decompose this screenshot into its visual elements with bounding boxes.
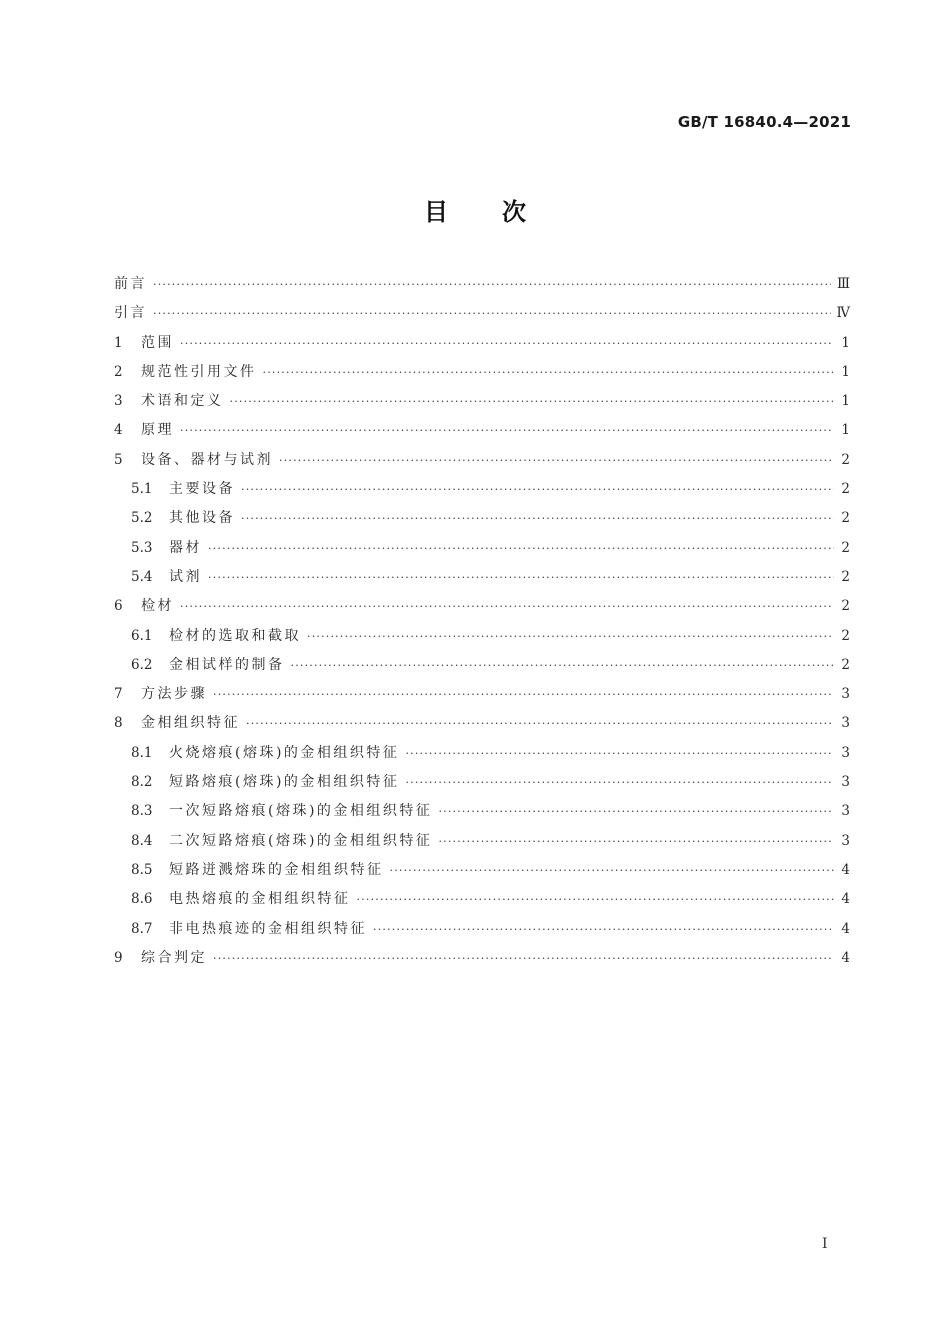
toc-entry[interactable] [114, 387, 850, 416]
toc-entry-page: 3 [841, 715, 850, 732]
toc-entry-page: 2 [841, 539, 850, 556]
toc-entry[interactable] [114, 739, 850, 768]
toc-entry-title: 主要设备 [169, 481, 235, 498]
toc-dot-leader [180, 329, 834, 358]
toc-entry-title: 火烧熔痕(熔珠)的金相组织特征 [169, 744, 400, 761]
toc-dot-leader [213, 944, 834, 973]
page-number: I [822, 1236, 828, 1252]
toc-dot-leader [241, 475, 834, 504]
toc-dot-leader [230, 387, 835, 416]
toc-entry-number: 7 [114, 686, 123, 703]
toc-entry[interactable] [114, 768, 850, 797]
toc-entry[interactable] [114, 592, 850, 621]
toc-entry-number: 6.1 [131, 627, 153, 644]
toc-entry[interactable] [114, 680, 850, 709]
toc-dot-leader [357, 885, 835, 914]
toc-entry-title: 术语和定义 [141, 393, 224, 410]
toc-entry[interactable] [114, 651, 850, 680]
toc-entry-title: 设备、器材与试剂 [141, 451, 273, 468]
toc-entry-title: 金相组织特征 [141, 715, 240, 732]
toc-dot-leader [208, 563, 834, 592]
toc-entry[interactable] [114, 827, 850, 856]
toc-dot-leader [438, 797, 834, 826]
toc-entry-title: 引言 [114, 305, 147, 322]
toc-entry-page: Ⅳ [836, 305, 850, 322]
toc-entry-title: 器材 [169, 539, 202, 556]
toc-entry-number: 8.7 [131, 920, 153, 937]
toc-entry-page: Ⅲ [836, 276, 850, 292]
toc-entry-page: 2 [841, 656, 850, 673]
toc-entry-number: 8.1 [131, 744, 153, 761]
toc-entry[interactable] [114, 416, 850, 445]
toc-entry[interactable] [114, 329, 850, 358]
toc-entry-title: 范围 [141, 334, 174, 351]
toc-dot-leader [405, 768, 834, 797]
standard-code: GB/T 16840.4—2021 [677, 113, 851, 131]
toc-dot-leader [153, 270, 831, 299]
toc-entry-title: 综合判定 [141, 949, 207, 966]
toc-dot-leader [438, 827, 834, 856]
toc-entry-page: 1 [841, 422, 850, 439]
toc-dot-leader [180, 592, 834, 621]
toc-entry-number: 6 [114, 598, 123, 615]
toc-entry-title: 试剂 [169, 568, 202, 585]
toc-entry[interactable] [114, 270, 850, 299]
toc-entry-page: 4 [841, 861, 850, 878]
toc-entry-title: 非电热痕迹的金相组织特征 [169, 920, 367, 937]
toc-entry-page: 2 [841, 451, 850, 468]
toc-entry-number: 8.4 [131, 832, 153, 849]
toc-entry-number: 5.1 [131, 481, 153, 498]
toc-dot-leader [213, 680, 834, 709]
toc-entry-number: 8 [114, 715, 123, 732]
toc-entry[interactable] [114, 534, 850, 563]
toc-entry-number: 2 [114, 363, 123, 380]
toc-entry-page: 2 [841, 598, 850, 615]
toc-entry-number: 1 [114, 334, 123, 351]
toc-dot-leader [241, 504, 834, 533]
toc-entry-page: 3 [841, 803, 850, 820]
toc-entry-title: 规范性引用文件 [141, 363, 257, 380]
toc-entry[interactable] [114, 915, 850, 944]
toc-entry[interactable] [114, 299, 850, 328]
toc-entry-number: 4 [114, 422, 123, 439]
toc-entry-title: 短路熔痕(熔珠)的金相组织特征 [169, 774, 400, 791]
toc-entry[interactable] [114, 885, 850, 914]
toc-entry[interactable] [114, 856, 850, 885]
toc-dot-leader [279, 446, 834, 475]
toc-entry-number: 5.2 [131, 510, 153, 527]
toc-entry-number: 9 [114, 949, 123, 966]
toc-entry-page: 2 [841, 481, 850, 498]
toc-entry-title: 电热熔痕的金相组织特征 [169, 891, 351, 908]
toc-entry[interactable] [114, 622, 850, 651]
toc-entry[interactable] [114, 563, 850, 592]
toc-entry-title: 金相试样的制备 [169, 656, 285, 673]
toc-entry-number: 8.2 [131, 774, 153, 791]
toc-entry-number: 8.3 [131, 803, 153, 820]
toc-entry-page: 1 [841, 363, 850, 380]
toc-entry[interactable] [114, 944, 850, 973]
toc-entry-number: 5 [114, 451, 123, 468]
toc-dot-leader [390, 856, 835, 885]
toc-entry-number: 8.6 [131, 891, 153, 908]
toc-entry-page: 4 [841, 920, 850, 937]
toc-entry-page: 1 [841, 393, 850, 410]
toc-entry-title: 其他设备 [169, 510, 235, 527]
toc-entry-number: 3 [114, 393, 123, 410]
toc-dot-leader [246, 709, 834, 738]
toc-dot-leader [405, 739, 834, 768]
toc-entry-number: 5.3 [131, 539, 153, 556]
toc-entry-page: 2 [841, 568, 850, 585]
toc-entry-page: 1 [841, 334, 850, 351]
toc-entry-number: 5.4 [131, 568, 153, 585]
toc-list [114, 270, 850, 973]
toc-dot-leader [263, 358, 835, 387]
toc-entry-page: 3 [841, 744, 850, 761]
toc-entry-page: 3 [841, 774, 850, 791]
toc-entry-title: 检材 [141, 598, 174, 615]
toc-entry-title: 方法步骤 [141, 686, 207, 703]
toc-entry[interactable] [114, 358, 850, 387]
toc-entry-title: 前言 [114, 276, 147, 292]
toc-entry-title: 一次短路熔痕(熔珠)的金相组织特征 [169, 803, 433, 820]
toc-dot-leader [307, 622, 834, 651]
toc-entry[interactable] [114, 475, 850, 504]
toc-entry-page: 4 [841, 949, 850, 966]
toc-entry-page: 3 [841, 686, 850, 703]
toc-entry[interactable] [114, 797, 850, 826]
toc-entry[interactable] [114, 504, 850, 533]
toc-dot-leader [153, 299, 831, 328]
toc-entry[interactable] [114, 709, 850, 738]
toc-entry[interactable] [114, 446, 850, 475]
toc-dot-leader [291, 651, 835, 680]
toc-entry-page: 3 [841, 832, 850, 849]
toc-entry-page: 2 [841, 510, 850, 527]
toc-entry-page: 4 [841, 891, 850, 908]
toc-entry-page: 2 [841, 627, 850, 644]
toc-entry-number: 6.2 [131, 656, 153, 673]
toc-entry-number: 8.5 [131, 861, 153, 878]
toc-entry-title: 检材的选取和截取 [169, 627, 301, 644]
toc-entry-title: 二次短路熔痕(熔珠)的金相组织特征 [169, 832, 433, 849]
toc-entry-title: 原理 [141, 422, 174, 439]
toc-dot-leader [208, 534, 834, 563]
toc-title: 目次 [424, 198, 580, 226]
toc-dot-leader [373, 915, 834, 944]
toc-dot-leader [180, 416, 834, 445]
toc-entry-title: 短路迸溅熔珠的金相组织特征 [169, 861, 384, 878]
